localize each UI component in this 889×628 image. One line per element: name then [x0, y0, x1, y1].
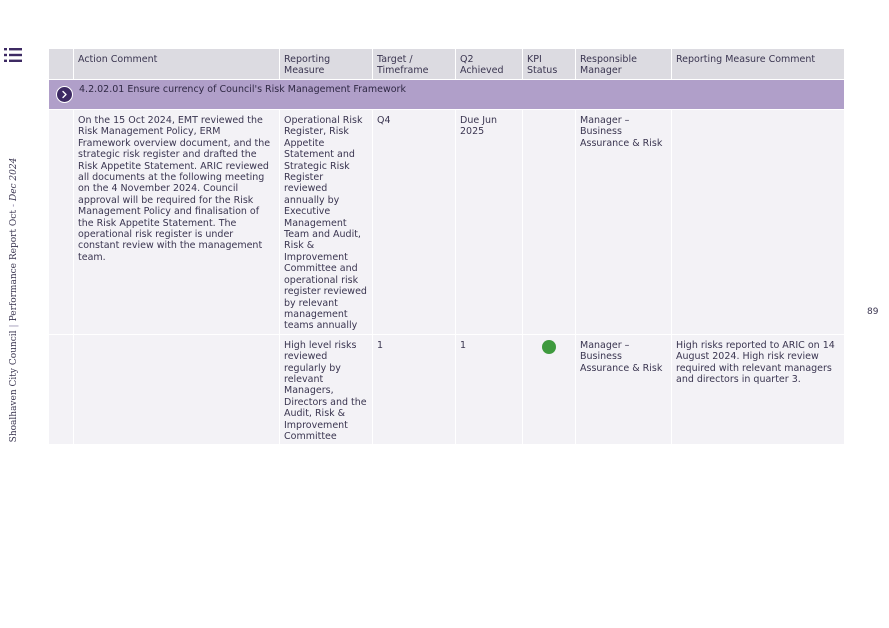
header-responsible-manager: Responsible Manager	[575, 49, 671, 79]
list-menu-icon[interactable]	[4, 47, 22, 63]
header-kpi-status: KPI Status	[522, 49, 575, 79]
header-reporting-measure: Reporting Measure	[279, 49, 372, 79]
report-date: Dec 2024	[9, 157, 19, 202]
reporting-measure-cell: High level risks reviewed regularly by relevant Managers, Directors and the Audit, Risk & Improvement Committee	[279, 334, 372, 445]
report-name: Performance Report Oct	[9, 210, 19, 322]
kpi-status-cell	[522, 109, 575, 334]
title-separator: -	[9, 204, 19, 208]
section-row[interactable]	[49, 79, 844, 109]
action-comment-cell: On the 15 Oct 2024, EMT reviewed the Risk Management Policy, ERM Framework overview document, and the strategic risk register and drafted the Risk Appetite Statement. ARIC reviewed all documents at the following meeting on the 4 November 2024. Council approval will be required for the Risk Management Policy and finalisation of the Risk Appetite Statement. The operational risk register is under constant review with the management team.	[73, 109, 279, 334]
page-number: 89	[867, 307, 879, 317]
kpi-status-green-icon	[542, 340, 556, 354]
section-cell	[49, 79, 844, 109]
table-header-row	[49, 49, 844, 79]
header-toggle-column	[49, 49, 73, 79]
reporting-measure-cell: Operational Risk Register, Risk Appetite Statement and Strategic Risk Register reviewed annually by Executive Management Team and Audit, Risk & Improvement Committee and operational risk register reviewed by relevant management teams annually	[279, 109, 372, 334]
table-row	[49, 109, 844, 334]
header-target: Target / Timeframe	[372, 49, 455, 79]
measure-comment-cell	[671, 109, 844, 334]
header-q2-achieved: Q2 Achieved	[455, 49, 522, 79]
responsible-manager-cell: Manager – Business Assurance & Risk	[575, 109, 671, 334]
target-cell: Q4	[372, 109, 455, 334]
target-cell: 1	[372, 334, 455, 445]
section-label: 4.2.02.01 Ensure currency of Council's Risk Management Framework	[79, 83, 406, 95]
table-row	[49, 334, 844, 445]
header-action-comment: Action Comment	[73, 49, 279, 79]
kpi-status-cell	[522, 334, 575, 445]
responsible-manager-cell: Manager – Business Assurance & Risk	[575, 334, 671, 445]
row-toggle-cell	[49, 109, 73, 334]
q2-achieved-cell: 1	[455, 334, 522, 445]
performance-table	[49, 49, 844, 444]
measure-comment-cell: High risks reported to ARIC on 14 August 2024. High risk review required with relevant managers and directors in quarter 3.	[671, 334, 844, 445]
q2-achieved-cell: Due Jun 2025	[455, 109, 522, 334]
row-toggle-cell	[49, 334, 73, 445]
action-comment-cell	[73, 334, 279, 445]
title-separator: |	[9, 324, 19, 328]
council-name: Shoalhaven City Council	[9, 330, 19, 443]
expand-chevron-icon[interactable]	[56, 86, 73, 103]
header-measure-comment: Reporting Measure Comment	[671, 49, 844, 79]
document-title	[9, 158, 19, 443]
